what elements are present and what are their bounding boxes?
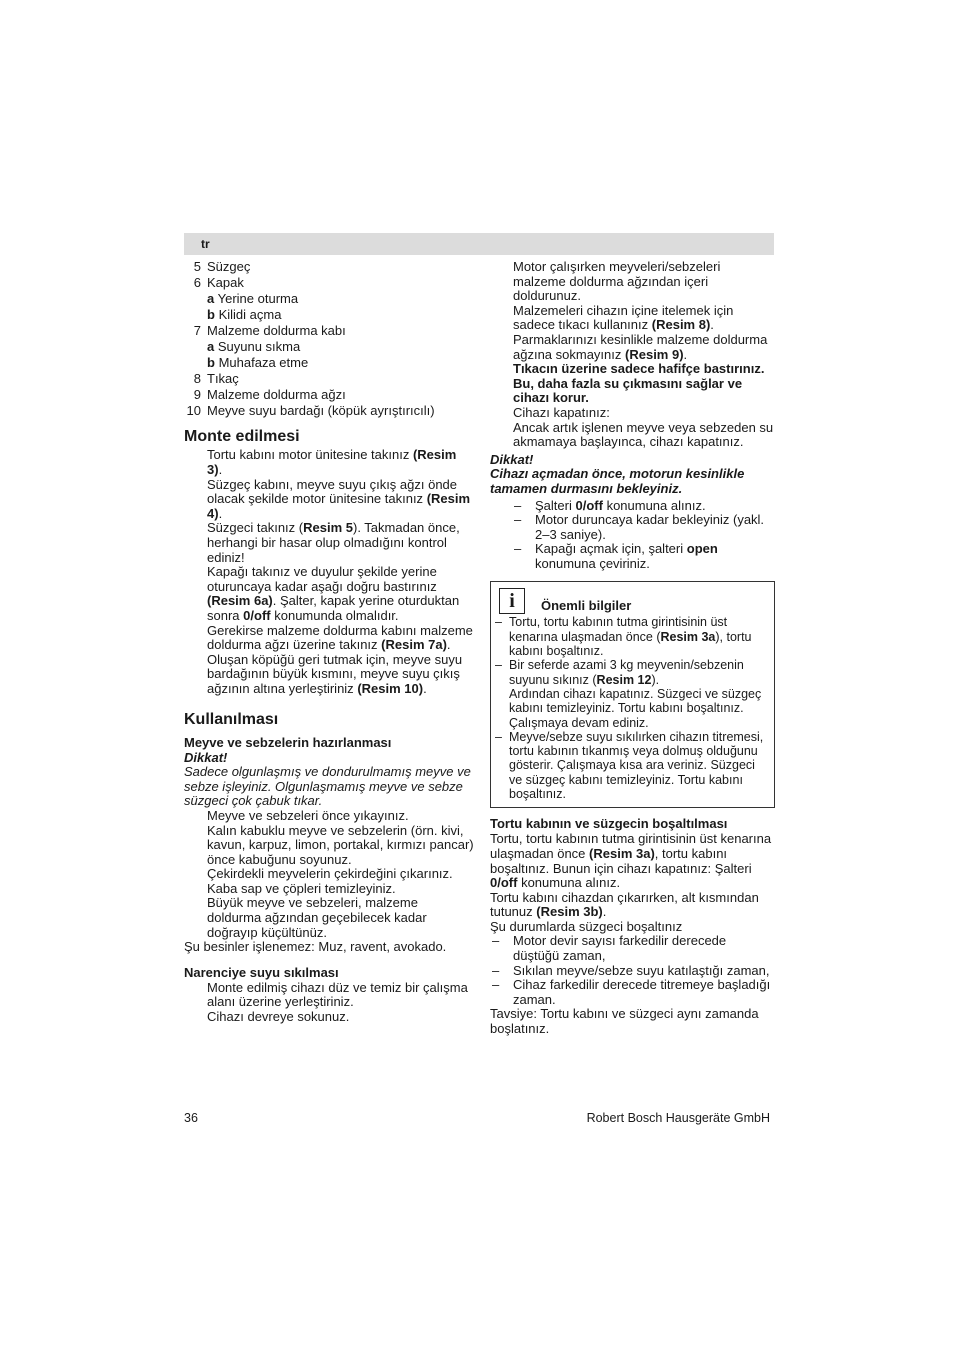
paragraph-bold: Tıkacın üzerine sadece hafifçe bastırınız. Bu, daha fazla su çıkmasını sağlar ve cihazı korur. xyxy=(513,361,765,406)
paragraph: Malzemeleri cihazın içine itelemek için sadece tıkacı kullanınız (Resim 8). xyxy=(513,302,734,333)
part-number: 10 xyxy=(186,402,201,418)
paragraph: Kapağı takınız ve duyulur şekilde yerine oturuncaya kadar aşağı doğru bastırınız (Resim 6a). Şalter, kapak yerine oturduktan sonra 0/off konumunda olmalıdır. xyxy=(207,564,460,623)
subsection-title-narenciye: Narenciye suyu sıkılması xyxy=(184,964,339,980)
shutdown-steps xyxy=(490,499,775,572)
warning-label: Dikkat! xyxy=(490,451,534,467)
part-sub: b Kilidi açma xyxy=(207,306,282,322)
paragraph: Ancak artık işlenen meyve veya sebzeden su akmamaya başlayınca, cihazı kapatınız. xyxy=(513,419,774,450)
part-number: 8 xyxy=(193,370,201,386)
paragraph: Tavsiye: Tortu kabını ve süzgeci aynı zamanda boşlatınız. xyxy=(490,1006,759,1037)
hazirlama-body xyxy=(184,809,474,940)
language-code: tr xyxy=(201,237,210,251)
list-item: – Cihaz farkedilir derecede titremeye başladığı zaman. xyxy=(490,978,775,1007)
info-box-header xyxy=(499,588,770,614)
part-number: 7 xyxy=(193,322,201,338)
info-item: – Bir seferde azami 3 kg meyvenin/sebzenin suyunu sıkınız (Resim 12). Ardından cihazı kapatınız. Süzgeci ve süzgeç kabını temizleyiniz. Tortu kabını boşaltınız. Çalışmaya devam ediniz. xyxy=(493,658,770,729)
part-label: Malzeme doldurma kabı xyxy=(207,322,346,338)
warning-text: Cihazı açmadan önce, motorun kesinlikle tamamen durmasını bekleyiniz. xyxy=(490,466,745,496)
paragraph: Şu durumlarda süzgeci boşaltınız xyxy=(490,918,683,934)
section-title-monte: Monte edilmesi xyxy=(184,428,300,446)
list-item: – Kapağı açmak için, şalteri open konumuna çeviriniz. xyxy=(490,542,775,571)
parts-list xyxy=(184,260,474,418)
paragraph: Tortu kabını cihazdan çıkarırken, alt kısmından tutunuz (Resim 3b). xyxy=(490,889,759,920)
paragraph: Tortu, tortu kabının tutma girintisinin üst kenarına ulaşmadan önce (Resim 3a), tortu kabını boşaltınız. Bunun için cihazı kapatınız: Şalteri 0/off konumuna alınız. xyxy=(490,831,772,891)
info-box xyxy=(490,581,775,808)
info-item: – Tortu, tortu kabının tutma girintisinin üst kenarına ulaşmadan önce (Resim 3a), tortu kabını boşaltınız. xyxy=(493,615,770,658)
part-sub: a Yerine oturma xyxy=(207,290,299,306)
paragraph: Monte edilmiş cihazı düz ve temiz bir çalışma alanı üzerine yerleştiriniz. xyxy=(207,979,468,1010)
part-label: Meyve suyu bardağı (köpük ayrıştırıcılı) xyxy=(207,402,435,418)
paragraph: Süzgeci takınız (Resim 5). Takmadan önce, herhangi bir hasar olup olmadığını kontrol ediniz! xyxy=(207,520,460,565)
paragraph: Cihazı kapatınız: xyxy=(513,404,610,420)
section-title-kullanim: Kullanılması xyxy=(184,710,279,728)
list-item: – Motor duruncaya kadar bekleyiniz (yakl. 2–3 saniye). xyxy=(490,513,775,542)
part-number: 5 xyxy=(193,259,201,274)
paragraph: Süzgeç kabını, meyve suyu çıkış ağzı önde olacak şekilde motor ünitesine takınız (Resim 4). xyxy=(207,476,471,521)
subsection-title-tortu: Tortu kabının ve süzgecin boşaltılması xyxy=(490,816,728,832)
info-box-title: Önemli bilgiler xyxy=(541,598,632,614)
part-label: Süzgeç xyxy=(207,259,251,274)
right-column xyxy=(490,260,775,1037)
paragraph: Meyve ve sebzeleri önce yıkayınız. xyxy=(207,807,409,823)
paragraph: Çekirdekli meyvelerin çekirdeğini çıkarınız. Kaba sap ve çöpleri temizleyiniz. xyxy=(207,866,453,896)
usage-body xyxy=(490,260,775,450)
left-column xyxy=(184,260,474,1025)
paragraph: Cihazı devreye sokunuz. xyxy=(207,1009,350,1025)
list-item: – Şalteri 0/off konumuna alınız. xyxy=(490,499,775,514)
part-number: 6 xyxy=(193,274,201,290)
paragraph: Oluşan köpüğü geri tutmak için, meyve suyu bardağının büyük kısmını, meyve suyu çıkış ağzının altına yerleştiriniz (Resim 10). xyxy=(207,651,463,696)
language-bar xyxy=(184,233,774,255)
info-icon: i xyxy=(499,588,525,614)
part-sub: b Muhafaza etme xyxy=(207,354,309,370)
paragraph: Parmaklarınızı kesinlikle malzeme doldurma ağzına sokmayınız (Resim 9). xyxy=(513,331,768,362)
info-item: – Meyve/sebze suyu sıkılırken cihazın titremesi, tortu kabının tıkanmış veya dolmuş olduğunu gösterir. Çalışmaya kısa ara veriniz. Süzgeci ve süzgeç kabını temizleyiniz. Tortu kabını boşaltınız. xyxy=(493,730,770,801)
paragraph: Büyük meyve ve sebzeleri, malzeme doldurma ağzından geçebilecek kadar doğrayıp küçültünüz. xyxy=(207,895,427,940)
list-item: – Sıkılan meyve/sebze suyu katılaştığı zaman, xyxy=(490,964,775,979)
part-label: Malzeme doldurma ağzı xyxy=(207,386,346,402)
monte-body xyxy=(184,448,474,696)
subsection-title-hazirlama: Meyve ve sebzelerin hazırlanması xyxy=(184,734,392,750)
paragraph: Gerekirse malzeme doldurma kabını malzeme doldurma ağzı üzerine takınız (Resim 7a). xyxy=(207,622,473,653)
part-label: Tıkaç xyxy=(207,370,239,386)
warning-label: Dikkat! xyxy=(184,749,228,765)
paragraph: Tortu kabını motor ünitesine takınız (Resim 3). xyxy=(207,447,457,478)
part-number: 9 xyxy=(193,386,201,402)
paragraph: Kalın kabuklu meyve ve sebzelerin (örn. kivi, kavun, karpuz, limon, portakal, kırmızı pancar) önce kabuğunu soyunuz. xyxy=(207,822,474,867)
part-label: Kapak xyxy=(207,274,244,290)
warning-text: Sadece olgunlaşmış ve dondurulmamış meyve ve sebze işleyiniz. Olgunlaşmamış meyve ve sebze süzgeci çok çabuk tıkar. xyxy=(184,764,471,809)
part-sub: a Suyunu sıkma xyxy=(207,338,301,354)
paragraph: Şu besinler işlenemez: Muz, ravent, avokado. xyxy=(184,939,447,955)
company-name: Robert Bosch Hausgeräte GmbH xyxy=(586,1111,770,1125)
page-number: 36 xyxy=(184,1111,198,1125)
narenciye-body xyxy=(184,981,474,1025)
paragraph: Motor çalışırken meyveleri/sebzeleri malzeme doldurma ağzından içeri doldurunuz. xyxy=(513,259,721,304)
list-item: – Motor devir sayısı farkedilir derecede düştüğü zaman, xyxy=(490,934,775,963)
